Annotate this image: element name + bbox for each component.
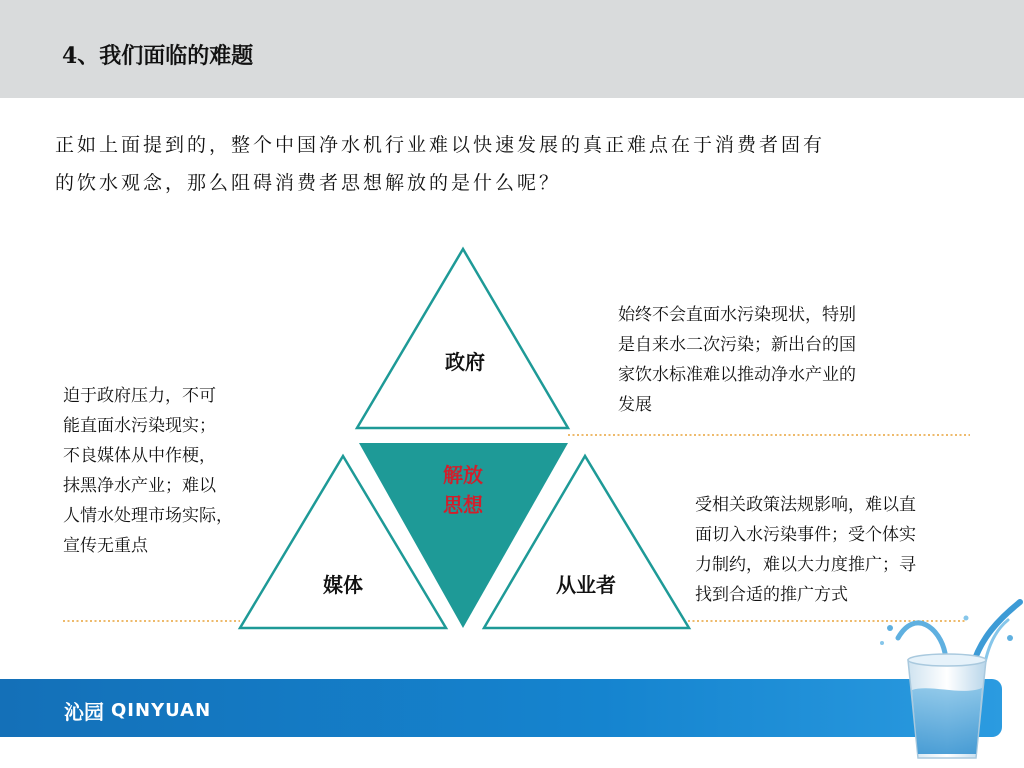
government-description-line-3: 家饮水标准难以推动净水产业的 (618, 365, 856, 385)
water-glass-splash-icon (870, 598, 1024, 768)
media-description-line-5: 人情水处理市场实际， (63, 506, 233, 526)
node-media-label: 媒体 (323, 573, 363, 597)
government-description-line-4: 发展 (618, 395, 652, 415)
center-label (425, 460, 501, 520)
industry-description-line-3: 力制约，难以大力度推广；寻 (695, 555, 916, 575)
government-description (618, 300, 856, 420)
center-label-line-2: 思想 (443, 493, 483, 517)
intro-line-1: 正如上面提到的，整个中国净水机行业难以快速发展的真正难点在于消费者固有 (55, 134, 826, 156)
center-label-line-1: 解放 (443, 463, 483, 487)
industry-description-line-2: 面切入水污染事件；受个体实 (695, 525, 916, 545)
media-description-line-1: 迫于政府压力，不可 (63, 386, 216, 406)
brand-logo-english: QINYUAN (111, 699, 212, 721)
slide-title: 4、我们面临的难题 (62, 43, 254, 69)
brand-logo-chinese: 沁园 (64, 699, 104, 724)
media-description-line-2: 能直面水污染现实； (63, 416, 216, 436)
intro-line-2: 的饮水观念，那么阻碍消费者思想解放的是什么呢？ (55, 172, 562, 194)
media-description-line-4: 抹黑净水产业；难以 (63, 476, 216, 496)
industry-description (695, 490, 916, 610)
node-government-label: 政府 (445, 350, 485, 374)
brand-logo (64, 696, 211, 724)
government-description-line-2: 是自来水二次污染；新出台的国 (618, 335, 856, 355)
node-industry-label: 从业者 (556, 573, 616, 597)
media-description-line-6: 宣传无重点 (63, 536, 148, 556)
media-description-line-3: 不良媒体从中作梗， (63, 446, 216, 466)
industry-description-line-4: 找到合适的推广方式 (695, 585, 848, 605)
industry-description-line-1: 受相关政策法规影响，难以直 (695, 495, 916, 515)
media-description (63, 381, 233, 561)
government-description-line-1: 始终不会直面水污染现状，特别 (618, 305, 856, 325)
triangle-top-government (357, 249, 568, 428)
